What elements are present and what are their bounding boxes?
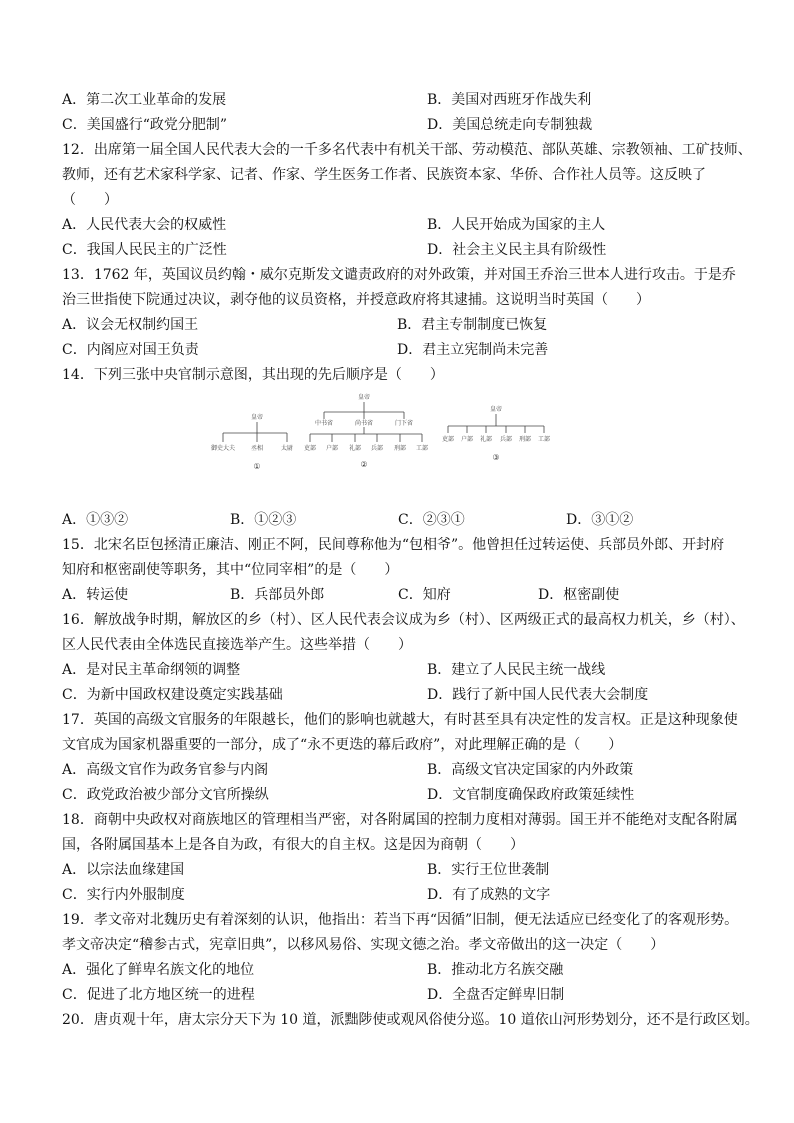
- q16-stem: [62, 608, 745, 658]
- q12-options-row1: [62, 213, 742, 238]
- q18-options-row2: [62, 883, 742, 908]
- d1-top: 皇帝: [250, 414, 264, 421]
- q19-options-row2: [62, 983, 742, 1008]
- q18-stem: [62, 808, 742, 858]
- d1-child-3: 太尉: [280, 445, 294, 452]
- q11-options-row2: [62, 113, 742, 138]
- q15-option-b[interactable]: B．兵部员外郎: [230, 587, 325, 603]
- d3-number: ③: [492, 453, 500, 462]
- q19-option-d[interactable]: D．全盘否定鲜卑旧制: [427, 987, 565, 1003]
- q12-stem: [62, 138, 752, 213]
- q12-option-c[interactable]: C．我国人民民主的广泛性: [62, 242, 227, 258]
- q14-option-a[interactable]: A．①③②: [62, 512, 129, 528]
- d2-child-5: 刑部: [393, 445, 407, 452]
- q11-option-c[interactable]: C．美国盛行“政党分肥制”: [62, 117, 228, 133]
- q16-option-c[interactable]: C．为新中国政权建设奠定实践基础: [62, 687, 283, 703]
- q18-option-b[interactable]: B．实行王位世袭制: [427, 862, 550, 878]
- q17-stem-line2: 文官成为国家机器重要的一部分，成了“永不更迭的幕后政府”，对此理解正确的是（ ）: [62, 737, 623, 753]
- q11-option-d[interactable]: D．美国总统走向专制独裁: [427, 117, 593, 133]
- d3-child-2: 户部: [460, 436, 474, 443]
- d2-mid-2: 尚书省: [354, 420, 374, 427]
- central-official-system-diagrams: [204, 390, 584, 506]
- q17-options-row1: [62, 758, 742, 783]
- q14-stem: 14．下列三张中央官制示意图，其出现的先后顺序是（ ）: [62, 367, 444, 383]
- q15-option-d[interactable]: D．枢密副使: [538, 587, 620, 603]
- q16-option-a[interactable]: A．是对民主革命纲领的调整: [62, 662, 241, 678]
- q15-stem: [62, 533, 742, 583]
- q19-option-a[interactable]: A．强化了鲜卑名族文化的地位: [62, 962, 255, 978]
- q19-option-c[interactable]: C．促进了北方地区统一的进程: [62, 987, 255, 1003]
- d2-child-6: 工部: [415, 445, 429, 452]
- q19-options-row1: [62, 958, 742, 983]
- q19-option-b[interactable]: B．推动北方名族交融: [427, 962, 564, 978]
- d2-child-3: 礼部: [348, 445, 362, 452]
- q17-option-a[interactable]: A．高级文官作为政务官参与内阁: [62, 762, 269, 778]
- q17-option-d[interactable]: D．文官制度确保政府政策延续性: [427, 787, 635, 803]
- q12-stem-line2: 教师，还有艺术家科学家、记者、作家、学生医务工作者、民族资本家、华侨、合作社人员等。这反映了: [62, 167, 706, 183]
- q12-stem-line3: （ ）: [62, 192, 118, 208]
- q13-options-row1: [62, 313, 742, 338]
- d2-child-4: 兵部: [370, 445, 384, 452]
- q16-option-d[interactable]: D．践行了新中国人民代表大会制度: [427, 687, 649, 703]
- q13-option-d[interactable]: D．君主立宪制尚未完善: [397, 342, 549, 358]
- q13-stem-line2: 治三世指使下院通过决议，剥夺他的议员资格，并授意政府将其逮捕。这说明当时英国（ ）: [62, 292, 650, 308]
- q20-stem: 20．唐贞观十年，唐太宗分天下为 10 道，派黜陟使或观风俗使分巡。10 道依山河形势划分，还不是行政区划。: [62, 1012, 759, 1028]
- q13-option-a[interactable]: A．议会无权制约国王: [62, 317, 199, 333]
- q11-option-a[interactable]: A．第二次工业革命的发展: [62, 92, 227, 108]
- d2-child-2: 户部: [325, 445, 339, 452]
- q16-option-b[interactable]: B．建立了人民民主统一战线: [427, 662, 606, 678]
- q17-stem: [62, 708, 742, 758]
- q18-option-d[interactable]: D．有了成熟的文字: [427, 887, 551, 903]
- q16-stem-line1: 16．解放战争时期，解放区的乡（村）、区人民代表会议成为乡（村）、区两级正式的最高权力机关，乡（村）、: [62, 612, 745, 628]
- d3-child-6: 工部: [537, 436, 551, 443]
- q14-option-b[interactable]: B．①②③: [230, 512, 297, 528]
- q18-option-a[interactable]: A．以宗法血缘建国: [62, 862, 185, 878]
- q17-stem-line1: 17．英国的高级文官服务的年限越长，他们的影响也就越大，有时甚至具有决定性的发言权。正是这种现象使: [62, 712, 738, 728]
- q18-stem-line2: 国，各附属国基本上是各自为政，有很大的自主权。这是因为商朝（ ）: [62, 837, 524, 853]
- q17-options-row2: [62, 783, 742, 808]
- d3-child-3: 礼部: [479, 436, 493, 443]
- q12-options-row2: [62, 238, 742, 263]
- q15-option-c[interactable]: C．知府: [398, 587, 451, 603]
- q13-option-c[interactable]: C．内阁应对国王负责: [62, 342, 199, 358]
- d1-child-2: 丞相: [250, 445, 264, 452]
- d3-child-5: 刑部: [518, 436, 532, 443]
- q17-option-c[interactable]: C．政党政治被少部分文官所操纵: [62, 787, 269, 803]
- q18-options-row1: [62, 858, 742, 883]
- d2-number: ②: [360, 460, 368, 469]
- d2-mid-3: 门下省: [394, 420, 414, 427]
- d1-child-1: 御史大夫: [210, 445, 236, 452]
- q15-options: [62, 583, 742, 608]
- d2-mid-1: 中书省: [314, 420, 334, 427]
- q19-stem: [62, 908, 742, 958]
- q17-option-b[interactable]: B．高级文官决定国家的内外政策: [427, 762, 634, 778]
- q12-option-b[interactable]: B．人民开始成为国家的主人: [427, 217, 606, 233]
- q11-options-row1: [62, 88, 742, 113]
- d2-child-1: 吏部: [303, 445, 317, 452]
- q14-options: [62, 508, 742, 533]
- q18-stem-line1: 18．商朝中央政权对商族地区的管理相当严密，对各附属国的控制力度相对薄弱。国王并不能绝对支配各附属: [62, 812, 738, 828]
- q13-option-b[interactable]: B．君主专制制度已恢复: [397, 317, 548, 333]
- q14-option-d[interactable]: D．③①②: [566, 512, 634, 528]
- q12-option-d[interactable]: D．社会主义民主具有阶级性: [427, 242, 607, 258]
- q13-options-row2: [62, 338, 742, 363]
- q18-option-c[interactable]: C．实行内外服制度: [62, 887, 185, 903]
- q14-option-c[interactable]: C．②③①: [398, 512, 465, 528]
- q12-stem-line1: 12．出席第一届全国人民代表大会的一千多名代表中有机关干部、劳动模范、部队英雄、宗教领袖、工矿技师、: [62, 142, 752, 158]
- d3-child-4: 兵部: [499, 436, 513, 443]
- q16-options-row1: [62, 658, 742, 683]
- q13-stem-line1: 13．1762 年，英国议员约翰・威尔克斯发文谴责政府的对外政策，并对国王乔治三世本人进行攻击。于是乔: [62, 267, 736, 283]
- d3-child-1: 吏部: [441, 436, 455, 443]
- q16-options-row2: [62, 683, 742, 708]
- q15-stem-line2: 知府和枢密副使等职务，其中“位同宰相”的是（ ）: [62, 562, 399, 578]
- exam-page: [62, 88, 759, 1033]
- q14-diagram: [62, 388, 742, 508]
- q12-option-a[interactable]: A．人民代表大会的权威性: [62, 217, 227, 233]
- d3-top: 皇帝: [489, 406, 503, 413]
- d2-top: 皇帝: [357, 394, 371, 401]
- q15-option-a[interactable]: A．转运使: [62, 587, 129, 603]
- q16-stem-line2: 区人民代表由全体选民直接选举产生。这些举措（ ）: [62, 637, 412, 653]
- q11-option-b[interactable]: B．美国对西班牙作战失利: [427, 92, 592, 108]
- q19-stem-line1: 19．孝文帝对北魏历史有着深刻的认识，他指出：若当下再“因循”旧制，便无法适应已经变化了的客观形势。: [62, 912, 739, 928]
- q13-stem: [62, 263, 742, 313]
- q15-stem-line1: 15．北宋名臣包拯清正廉洁、刚正不阿，民间尊称他为“包相爷”。他曾担任过转运使、兵部员外郎、开封府: [62, 537, 725, 553]
- q19-stem-line2: 孝文帝决定“稽参古式，宪章旧典”，以移风易俗、实现文德之治。孝文帝做出的这一决定（ ）: [62, 937, 665, 953]
- d1-number: ①: [253, 462, 261, 471]
